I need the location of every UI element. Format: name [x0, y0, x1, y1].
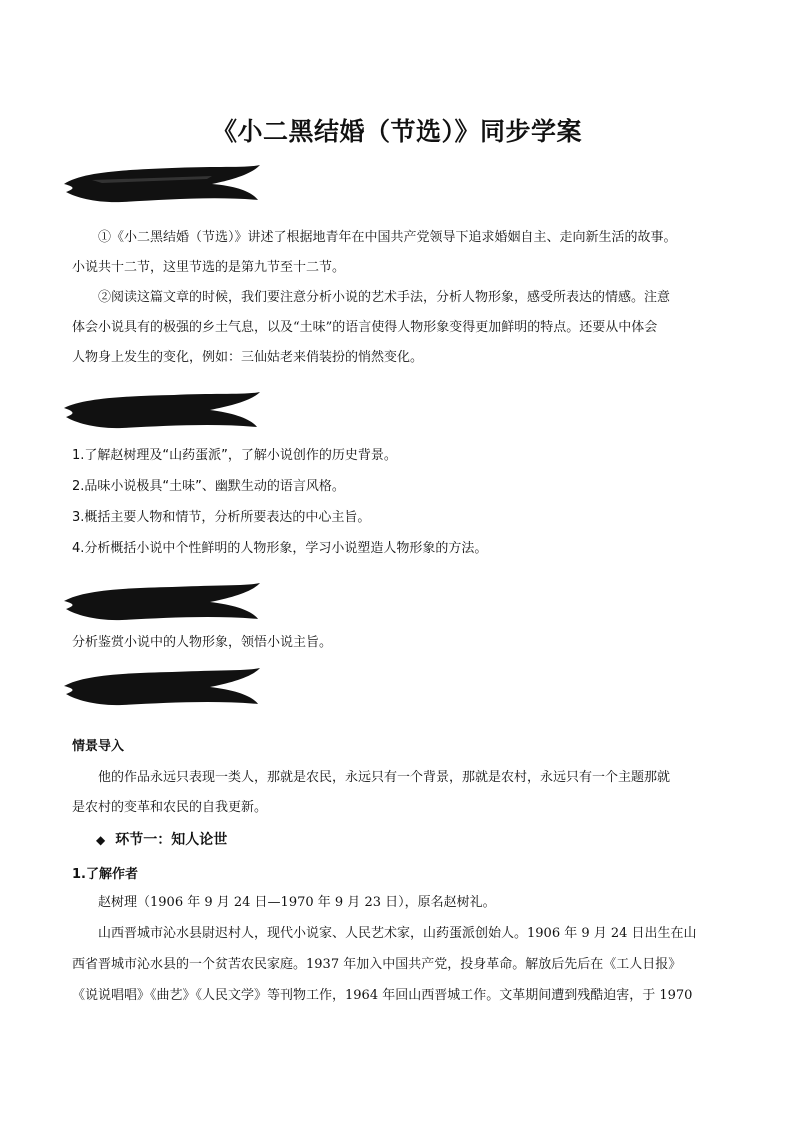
- section1-heading: [96, 829, 227, 849]
- goals-list: [72, 440, 732, 564]
- author-line-2: 山西晋城市沁水县尉迟村人，现代小说家、人民艺术家，山药蛋派创始人。1906 年 9 月 24 日出生在山: [98, 926, 697, 941]
- goal-item: 3.概括主要人物和情节，分析所要表达的中心主旨。: [72, 510, 371, 525]
- author-line-3: 西省晋城市沁水县的一个贫苦农民家庭。1937 年加入中国共产党，投身革命。解放后先后在《工人日报》: [72, 957, 682, 972]
- intro-p1-line-1: ①《小二黑结婚（节选）》讲述了根据地青年在中国共产党领导下追求婚姻自主、走向新生活的故事。: [98, 230, 677, 245]
- scene-line-1: 他的作品永远只表现一类人，那就是农民，永远只有一个背景，那就是农村，永远只有一个主题那就: [98, 770, 671, 785]
- item1-heading: 1.了解作者: [72, 867, 138, 882]
- diamond-bullet-icon: ◆: [96, 833, 106, 847]
- scene-paragraph: [72, 763, 732, 823]
- author-line-4: 《说说唱唱》《曲艺》《人民文学》等刊物工作，1964 年回山西晋城工作。文革期间遭到残酷迫害，于 1970: [72, 988, 693, 1003]
- key-point-text: 分析鉴赏小说中的人物形象，领悟小说主旨。: [72, 635, 333, 650]
- intro-p2-line-1: ②阅读这篇文章的时候，我们要注意分析小说的艺术手法，分析人物形象，感受所表达的情感。注意: [98, 290, 671, 305]
- goal-item: 1.了解赵树理及“山药蛋派”，了解小说创作的历史背景。: [72, 448, 397, 463]
- goal-item: 2.品味小说极具“土味”、幽默生动的语言风格。: [72, 479, 345, 494]
- page-title: 《小二黑结婚（节选）》同步学案: [211, 117, 582, 146]
- scene-heading: 情景导入: [72, 739, 125, 754]
- brush-banner-2: [62, 388, 262, 432]
- intro-p2-line-2: 体会小说具有的极强的乡土气息，以及“土味”的语言使得人物形象变得更加鲜明的特点。还要从中体会: [72, 320, 658, 335]
- goal-item: 4.分析概括小说中个性鲜明的人物形象，学习小说塑造人物形象的方法。: [72, 541, 488, 556]
- section1-heading-text: 环节一：知人论世: [115, 832, 228, 848]
- brush-banner-4: [62, 665, 262, 709]
- intro-p2-line-3: 人物身上发生的变化，例如：三仙姑老来俏装扮的悄然变化。: [72, 350, 424, 365]
- brush-banner-3: [62, 580, 262, 624]
- intro-paragraph-1: [72, 223, 732, 373]
- intro-p1-line-2: 小说共十二节，这里节选的是第九节至十二节。: [72, 260, 346, 275]
- scene-line-2: 是农村的变革和农民的自我更新。: [72, 800, 268, 815]
- author-line-1: 赵树理（1906 年 9 月 24 日—1970 年 9 月 23 日），原名赵树礼。: [98, 895, 496, 910]
- brush-banner-1: [62, 162, 262, 206]
- author-paragraph: [72, 887, 732, 1011]
